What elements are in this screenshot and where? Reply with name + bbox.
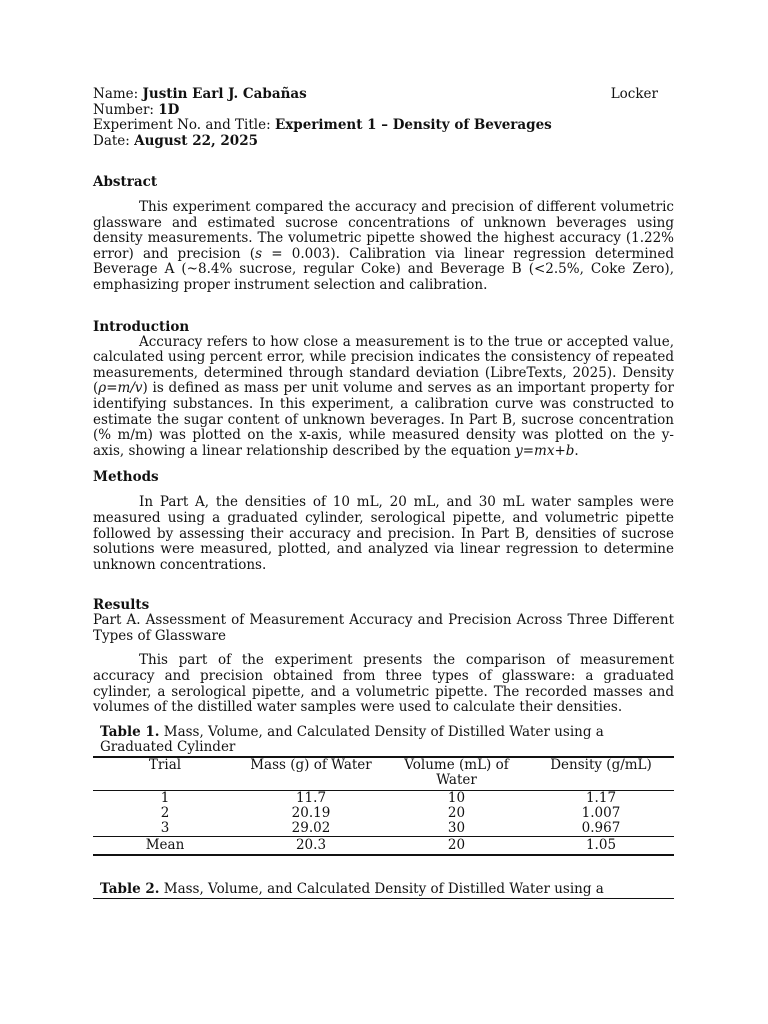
intro-text-part3: . (574, 442, 579, 459)
results-heading: Results (93, 597, 150, 614)
table2-top-rule (93, 898, 674, 899)
table-row (93, 790, 674, 806)
intro-text-part1: Accuracy refers to how close a measurement is to the true or accepted value, calculated using percent error, while precision indicates the consistency of repeated measurements, determined through standard deviation (LibreTexts, 2025). Density ( (93, 333, 674, 397)
abstract-text-part1: This experiment compared the accuracy and precision of different volumetric glassware and estimated sucrose concentrations of unknown beverages using density measurements. The volumetric pipette showed the highest accuracy (1.22% error) and precision ( (93, 199, 674, 262)
table1-label: Table 1. (100, 723, 160, 740)
table-cell: 1.05 (528, 837, 674, 855)
methods-paragraph: In Part A, the densities of 10 mL, 20 mL, and 30 mL water samples were measured using a graduated cylinder, serological pipette, and volumetric pipette followed by assessing their accuracy and precision. In Part B, densities of sucrose solutions were measured, plotted, and analyzed via linear regression to determine unknown concentrations. (93, 494, 674, 573)
table-header-row (93, 757, 674, 791)
abstract-paragraph (93, 200, 674, 294)
experiment-label: Experiment No. and Title: (93, 117, 271, 133)
experiment-title: Experiment 1 – Density of Beverages (274, 117, 552, 133)
std-dev-symbol: s (255, 245, 262, 262)
table-cell: 2 (160, 805, 170, 822)
table-cell: Mean (93, 837, 237, 855)
document-page (93, 87, 674, 899)
table-cell: 20.3 (237, 837, 385, 855)
locker-label: Locker (610, 86, 658, 102)
intro-text-part2: ) is defined as mass per unit volume and serves as an important property for identifying substances. In this experiment, a calibration curve was constructed to estimate the sugar content of unknown beverages. In Part B, sucrose concentration (% m/m) was plotted on the x-axis, while measured density was plotted on the y-axis, showing a linear relationship described by the equation (93, 380, 674, 459)
col-header-density: Density (g/mL) (528, 757, 674, 791)
introduction-heading: Introduction (93, 318, 190, 335)
table-cell: 0.967 (581, 820, 621, 837)
experiment-line (93, 118, 674, 134)
table-row (93, 806, 674, 821)
locker-number: 1D (158, 101, 180, 118)
table-row (93, 821, 674, 837)
table-cell: 20.19 (291, 805, 331, 822)
table1-caption-text: Mass, Volume, and Calculated Density of Distilled Water using a (163, 723, 604, 740)
student-name: Justin Earl J. Cabañas (142, 86, 307, 102)
introduction-paragraph (93, 335, 674, 460)
table1-caption-text-line2: Graduated Cylinder (100, 739, 236, 756)
table-cell: 11.7 (295, 789, 327, 806)
name-label: Name: (93, 86, 139, 102)
table-cell: 1.007 (581, 805, 621, 822)
line-equation: y=mx+b (515, 442, 575, 459)
abstract-heading: Abstract (93, 174, 158, 190)
abstract-text-part2: = 0.003). Calibration via linear regression determined Beverage A (~8.4% sucrose, regular Coke) and Beverage B (<2.5%, Coke Zero), emphasizing proper instrument selection and calibration. (93, 245, 674, 293)
results-paragraph: This part of the experiment presents the comparison of measurement accuracy and precision obtained from three types of glassware: a graduated cylinder, a serological pipette, and a volumetric pipette. The recorded masses and volumes of the distilled water samples were used to calculate their densities. (93, 652, 674, 716)
date-line (93, 134, 674, 150)
number-line (93, 103, 674, 119)
part-a-title: Part A. Assessment of Measurement Accuracy and Precision Across Three Different Types of Glassware (93, 612, 674, 644)
date-label: Date: (93, 132, 130, 149)
table2-caption-text: Mass, Volume, and Calculated Density of Distilled Water using a (163, 880, 604, 897)
table-mean-row (93, 837, 674, 855)
col-header-volume (385, 757, 528, 791)
table-cell: 1.17 (585, 789, 617, 806)
name-line (93, 87, 674, 103)
table1-caption (93, 725, 674, 756)
density-formula: ρ=m/v (98, 380, 143, 397)
col-header-trial: Trial (93, 757, 237, 791)
table1 (93, 756, 674, 856)
table-cell: 20 (385, 837, 528, 855)
col-header-volume-text: Volume (mL) of Water (404, 756, 509, 789)
table-cell: 3 (160, 820, 170, 837)
methods-heading: Methods (93, 469, 159, 486)
table-cell: 20 (447, 805, 466, 822)
table-cell: 10 (447, 789, 466, 806)
col-header-mass: Mass (g) of Water (237, 757, 385, 791)
table2-caption (93, 882, 674, 898)
table2-label: Table 2. (100, 880, 160, 897)
number-label: Number: (93, 101, 154, 118)
table-cell: 30 (447, 820, 466, 837)
table-cell: 29.02 (291, 820, 331, 837)
table-cell: 1 (160, 789, 170, 806)
experiment-date: August 22, 2025 (134, 132, 258, 149)
